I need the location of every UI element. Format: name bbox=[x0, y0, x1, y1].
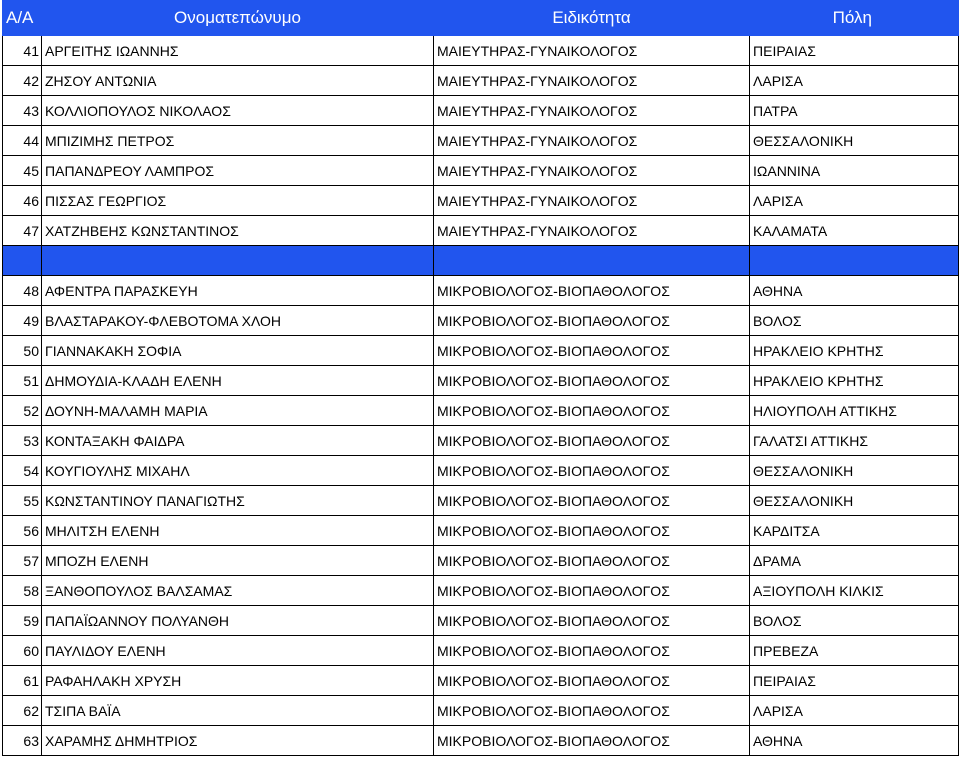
separator-cell bbox=[434, 246, 750, 276]
row-name: ΔΟΥΝΗ-ΜΑΛΑΜΗ ΜΑΡΙΑ bbox=[42, 396, 434, 426]
row-number: 41 bbox=[3, 36, 42, 66]
table-row bbox=[3, 486, 959, 516]
row-specialty: ΜΑΙΕΥΤΗΡΑΣ-ΓΥΝΑΙΚΟΛΟΓΟΣ bbox=[434, 186, 750, 216]
row-specialty: ΜΙΚΡΟΒΙΟΛΟΓΟΣ-ΒΙΟΠΑΘΟΛΟΓΟΣ bbox=[434, 636, 750, 666]
row-number: 42 bbox=[3, 66, 42, 96]
row-specialty: ΜΑΙΕΥΤΗΡΑΣ-ΓΥΝΑΙΚΟΛΟΓΟΣ bbox=[434, 96, 750, 126]
row-specialty: ΜΙΚΡΟΒΙΟΛΟΓΟΣ-ΒΙΟΠΑΘΟΛΟΓΟΣ bbox=[434, 366, 750, 396]
row-name: ΑΡΓΕΙΤΗΣ ΙΩΑΝΝΗΣ bbox=[42, 36, 434, 66]
row-city: ΠΕΙΡΑΙΑΣ bbox=[750, 666, 959, 696]
row-city: ΒΟΛΟΣ bbox=[750, 306, 959, 336]
row-name: ΞΑΝΘΟΠΟΥΛΟΣ ΒΑΛΣΑΜΑΣ bbox=[42, 576, 434, 606]
row-name: ΔΗΜΟΥΔΙΑ-ΚΛΑΔΗ ΕΛΕΝΗ bbox=[42, 366, 434, 396]
row-specialty: ΜΙΚΡΟΒΙΟΛΟΓΟΣ-ΒΙΟΠΑΘΟΛΟΓΟΣ bbox=[434, 666, 750, 696]
separator-cell bbox=[42, 246, 434, 276]
row-city: ΚΑΡΔΙΤΣΑ bbox=[750, 516, 959, 546]
row-specialty: ΜΙΚΡΟΒΙΟΛΟΓΟΣ-ΒΙΟΠΑΘΟΛΟΓΟΣ bbox=[434, 396, 750, 426]
row-number: 43 bbox=[3, 96, 42, 126]
row-specialty: ΜΙΚΡΟΒΙΟΛΟΓΟΣ-ΒΙΟΠΑΘΟΛΟΓΟΣ bbox=[434, 546, 750, 576]
column-header-name: Ονοματεπώνυμο bbox=[42, 1, 434, 36]
row-number: 44 bbox=[3, 126, 42, 156]
row-city: ΛΑΡΙΣΑ bbox=[750, 696, 959, 726]
row-city: ΘΕΣΣΑΛΟΝΙΚΗ bbox=[750, 456, 959, 486]
row-specialty: ΜΙΚΡΟΒΙΟΛΟΓΟΣ-ΒΙΟΠΑΘΟΛΟΓΟΣ bbox=[434, 456, 750, 486]
row-name: ΜΠΟΖΗ ΕΛΕΝΗ bbox=[42, 546, 434, 576]
row-name: ΧΑΡΑΜΗΣ ΔΗΜΗΤΡΙΟΣ bbox=[42, 726, 434, 756]
row-specialty: ΜΙΚΡΟΒΙΟΛΟΓΟΣ-ΒΙΟΠΑΘΟΛΟΓΟΣ bbox=[434, 726, 750, 756]
table-row bbox=[3, 636, 959, 666]
row-city: ΑΞΙΟΥΠΟΛΗ ΚΙΛΚΙΣ bbox=[750, 576, 959, 606]
row-city: ΙΩΑΝΝΙΝΑ bbox=[750, 156, 959, 186]
row-specialty: ΜΑΙΕΥΤΗΡΑΣ-ΓΥΝΑΙΚΟΛΟΓΟΣ bbox=[434, 36, 750, 66]
table-row bbox=[3, 546, 959, 576]
table-row bbox=[3, 276, 959, 306]
row-city: ΚΑΛΑΜΑΤΑ bbox=[750, 216, 959, 246]
row-specialty: ΜΙΚΡΟΒΙΟΛΟΓΟΣ-ΒΙΟΠΑΘΟΛΟΓΟΣ bbox=[434, 576, 750, 606]
group-separator-row bbox=[3, 246, 959, 276]
row-name: ΚΟΛΛΙΟΠΟΥΛΟΣ ΝΙΚΟΛΑΟΣ bbox=[42, 96, 434, 126]
row-name: ΡΑΦΑΗΛΑΚΗ ΧΡΥΣΗ bbox=[42, 666, 434, 696]
row-city: ΗΡΑΚΛΕΙΟ ΚΡΗΤΗΣ bbox=[750, 336, 959, 366]
row-specialty: ΜΑΙΕΥΤΗΡΑΣ-ΓΥΝΑΙΚΟΛΟΓΟΣ bbox=[434, 126, 750, 156]
table-row bbox=[3, 426, 959, 456]
row-name: ΚΟΥΓΙΟΥΛΗΣ ΜΙΧΑΗΛ bbox=[42, 456, 434, 486]
row-name: ΚΟΝΤΑΞΑΚΗ ΦΑΙΔΡΑ bbox=[42, 426, 434, 456]
row-city: ΑΘΗΝΑ bbox=[750, 726, 959, 756]
header-row bbox=[3, 1, 959, 36]
row-number: 60 bbox=[3, 636, 42, 666]
row-name: ΠΑΠΑΝΔΡΕΟΥ ΛΑΜΠΡΟΣ bbox=[42, 156, 434, 186]
row-specialty: ΜΙΚΡΟΒΙΟΛΟΓΟΣ-ΒΙΟΠΑΘΟΛΟΓΟΣ bbox=[434, 276, 750, 306]
row-specialty: ΜΙΚΡΟΒΙΟΛΟΓΟΣ-ΒΙΟΠΑΘΟΛΟΓΟΣ bbox=[434, 486, 750, 516]
row-number: 59 bbox=[3, 606, 42, 636]
table-row bbox=[3, 366, 959, 396]
table-row bbox=[3, 606, 959, 636]
row-number: 51 bbox=[3, 366, 42, 396]
row-city: ΘΕΣΣΑΛΟΝΙΚΗ bbox=[750, 126, 959, 156]
table-row bbox=[3, 336, 959, 366]
row-specialty: ΜΙΚΡΟΒΙΟΛΟΓΟΣ-ΒΙΟΠΑΘΟΛΟΓΟΣ bbox=[434, 336, 750, 366]
row-specialty: ΜΙΚΡΟΒΙΟΛΟΓΟΣ-ΒΙΟΠΑΘΟΛΟΓΟΣ bbox=[434, 516, 750, 546]
table-row bbox=[3, 576, 959, 606]
table-row bbox=[3, 126, 959, 156]
row-number: 48 bbox=[3, 276, 42, 306]
row-number: 45 bbox=[3, 156, 42, 186]
row-city: ΔΡΑΜΑ bbox=[750, 546, 959, 576]
row-name: ΠΑΥΛΙΔΟΥ ΕΛΕΝΗ bbox=[42, 636, 434, 666]
row-number: 46 bbox=[3, 186, 42, 216]
table-row bbox=[3, 36, 959, 66]
row-name: ΠΑΠΑΪΩΑΝΝΟΥ ΠΟΛΥΑΝΘΗ bbox=[42, 606, 434, 636]
row-city: ΒΟΛΟΣ bbox=[750, 606, 959, 636]
row-number: 53 bbox=[3, 426, 42, 456]
row-number: 47 bbox=[3, 216, 42, 246]
row-city: ΠΑΤΡΑ bbox=[750, 96, 959, 126]
row-city: ΠΡΕΒΕΖΑ bbox=[750, 636, 959, 666]
row-name: ΤΣΙΠΑ ΒΑΪΑ bbox=[42, 696, 434, 726]
table-row bbox=[3, 306, 959, 336]
row-name: ΧΑΤΖΗΒΕΗΣ ΚΩΝΣΤΑΝΤΙΝΟΣ bbox=[42, 216, 434, 246]
row-name: ΒΛΑΣΤΑΡΑΚΟΥ-ΦΛΕΒΟΤΟΜΑ ΧΛΟΗ bbox=[42, 306, 434, 336]
row-specialty: ΜΙΚΡΟΒΙΟΛΟΓΟΣ-ΒΙΟΠΑΘΟΛΟΓΟΣ bbox=[434, 306, 750, 336]
row-name: ΖΗΣΟΥ ΑΝΤΩΝΙΑ bbox=[42, 66, 434, 96]
table-row bbox=[3, 156, 959, 186]
row-number: 54 bbox=[3, 456, 42, 486]
table-row bbox=[3, 216, 959, 246]
column-header-number: A/A bbox=[3, 1, 42, 36]
table-row bbox=[3, 516, 959, 546]
row-name: ΓΙΑΝΝΑΚΑΚΗ ΣΟΦΙΑ bbox=[42, 336, 434, 366]
row-number: 49 bbox=[3, 306, 42, 336]
row-specialty: ΜΙΚΡΟΒΙΟΛΟΓΟΣ-ΒΙΟΠΑΘΟΛΟΓΟΣ bbox=[434, 426, 750, 456]
row-number: 55 bbox=[3, 486, 42, 516]
row-number: 52 bbox=[3, 396, 42, 426]
row-city: ΗΡΑΚΛΕΙΟ ΚΡΗΤΗΣ bbox=[750, 366, 959, 396]
table-row bbox=[3, 186, 959, 216]
table-row bbox=[3, 66, 959, 96]
table-row bbox=[3, 696, 959, 726]
row-city: ΑΘΗΝΑ bbox=[750, 276, 959, 306]
table-row bbox=[3, 396, 959, 426]
row-specialty: ΜΙΚΡΟΒΙΟΛΟΓΟΣ-ΒΙΟΠΑΘΟΛΟΓΟΣ bbox=[434, 696, 750, 726]
separator-cell bbox=[3, 246, 42, 276]
row-city: ΠΕΙΡΑΙΑΣ bbox=[750, 36, 959, 66]
table-body bbox=[3, 36, 959, 756]
row-name: ΠΙΣΣΑΣ ΓΕΩΡΓΙΟΣ bbox=[42, 186, 434, 216]
row-number: 62 bbox=[3, 696, 42, 726]
column-header-specialty: Ειδικότητα bbox=[434, 1, 750, 36]
table-row bbox=[3, 726, 959, 756]
row-name: ΑΦΕΝΤΡΑ ΠΑΡΑΣΚΕΥΗ bbox=[42, 276, 434, 306]
row-specialty: ΜΙΚΡΟΒΙΟΛΟΓΟΣ-ΒΙΟΠΑΘΟΛΟΓΟΣ bbox=[434, 606, 750, 636]
row-number: 57 bbox=[3, 546, 42, 576]
row-number: 50 bbox=[3, 336, 42, 366]
row-city: ΘΕΣΣΑΛΟΝΙΚΗ bbox=[750, 486, 959, 516]
table-row bbox=[3, 96, 959, 126]
row-number: 61 bbox=[3, 666, 42, 696]
doctors-table bbox=[2, 0, 959, 756]
row-city: ΗΛΙΟΥΠΟΛΗ ΑΤΤΙΚΗΣ bbox=[750, 396, 959, 426]
column-header-city: Πόλη bbox=[750, 1, 959, 36]
row-name: ΜΠΙΖΙΜΗΣ ΠΕΤΡΟΣ bbox=[42, 126, 434, 156]
row-specialty: ΜΑΙΕΥΤΗΡΑΣ-ΓΥΝΑΙΚΟΛΟΓΟΣ bbox=[434, 66, 750, 96]
row-specialty: ΜΑΙΕΥΤΗΡΑΣ-ΓΥΝΑΙΚΟΛΟΓΟΣ bbox=[434, 156, 750, 186]
row-name: ΚΩΝΣΤΑΝΤΙΝΟΥ ΠΑΝΑΓΙΩΤΗΣ bbox=[42, 486, 434, 516]
row-number: 56 bbox=[3, 516, 42, 546]
table-row bbox=[3, 456, 959, 486]
row-city: ΓΑΛΑΤΣΙ ΑΤΤΙΚΗΣ bbox=[750, 426, 959, 456]
row-number: 58 bbox=[3, 576, 42, 606]
row-specialty: ΜΑΙΕΥΤΗΡΑΣ-ΓΥΝΑΙΚΟΛΟΓΟΣ bbox=[434, 216, 750, 246]
row-city: ΛΑΡΙΣΑ bbox=[750, 66, 959, 96]
row-number: 63 bbox=[3, 726, 42, 756]
row-name: ΜΗΛΙΤΣΗ ΕΛΕΝΗ bbox=[42, 516, 434, 546]
separator-cell bbox=[750, 246, 959, 276]
table-row bbox=[3, 666, 959, 696]
row-city: ΛΑΡΙΣΑ bbox=[750, 186, 959, 216]
